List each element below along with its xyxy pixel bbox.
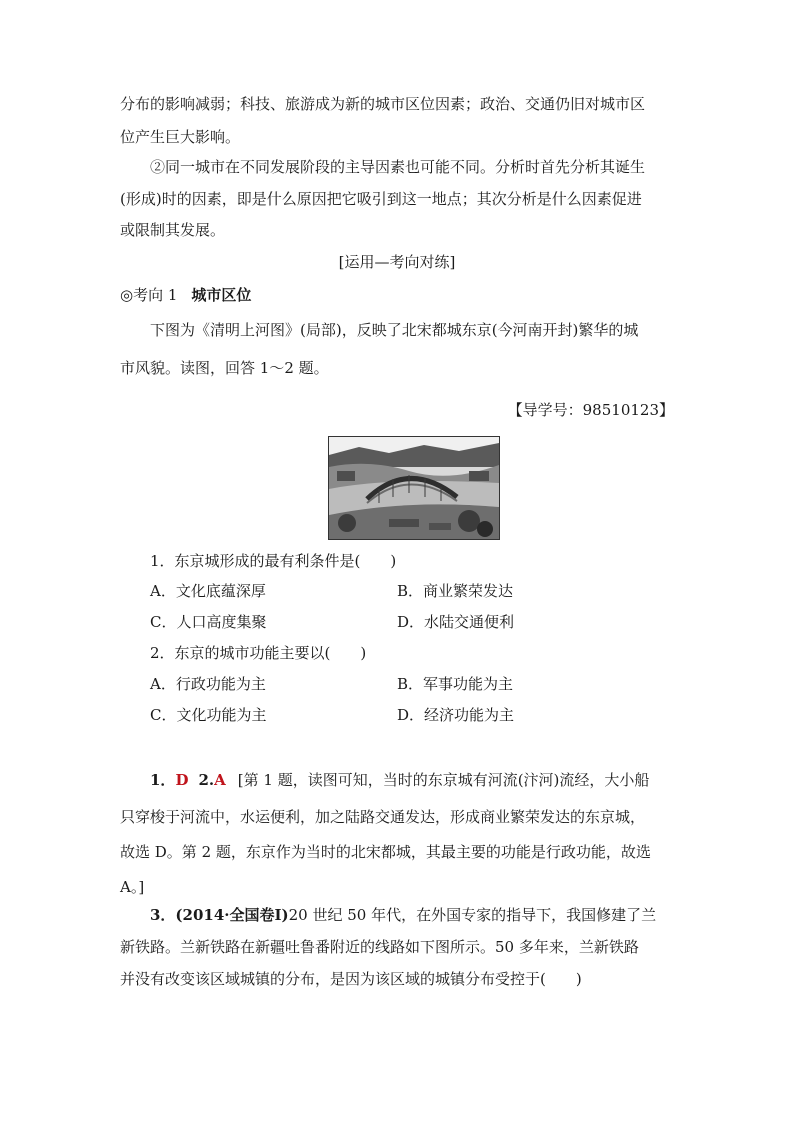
intro-line-3: ②同一城市在不同发展阶段的主导因素也可能不同。分析时首先分析其诞生 xyxy=(150,158,646,176)
q3-line-1 xyxy=(150,905,656,925)
qingming-painting-image xyxy=(328,436,500,540)
section-title: [运用—考向对练] xyxy=(338,253,456,271)
topic-marker: ◎考向 1 xyxy=(120,286,178,304)
answer-number-2: 2. xyxy=(198,771,215,789)
q1-option-b: B．商业繁荣发达 xyxy=(397,582,514,600)
q1-option-a: A．文化底蕴深厚 xyxy=(150,582,266,600)
intro-line-5: 或限制其发展。 xyxy=(120,221,226,239)
q3-source: 3．(2014·全国卷Ⅰ) xyxy=(150,906,289,924)
topic-title: 城市区位 xyxy=(191,286,252,304)
q1-option-c: C．人口高度集聚 xyxy=(150,613,267,631)
q2-stem: 2．东京的城市功能主要以( ) xyxy=(150,644,367,662)
q1-option-d: D．水陆交通便利 xyxy=(397,613,515,631)
q2-option-c: C．文化功能为主 xyxy=(150,706,267,724)
passage-line-1: 下图为《清明上河图》(局部)，反映了北宋都城东京(今河南开封)繁华的城 xyxy=(150,321,639,339)
answer-choice-1: D xyxy=(175,771,189,789)
q3-stem-start: 20 世纪 50 年代，在外国专家的指导下，我国修建了兰 xyxy=(288,906,657,924)
answer-line-4: A。] xyxy=(120,878,145,896)
answer-choice-2: A xyxy=(214,771,226,789)
q3-line-3: 并没有改变该区域城镇的分布，是因为该区域的城镇分布受控于( ) xyxy=(120,970,582,988)
intro-line-1: 分布的影响减弱；科技、旅游成为新的城市区位因素；政治、交通仍旧对城市区 xyxy=(120,95,646,113)
intro-line-4: (形成)时的因素，即是什么原因把它吸引到这一地点；其次分析是什么因素促进 xyxy=(120,190,642,208)
answer-line-3: 故选 D。第 2 题，东京作为当时的北宋都城，其最主要的功能是行政功能，故选 xyxy=(120,843,651,861)
answer-line-2: 只穿梭于河流中，水运便利，加之陆路交通发达，形成商业繁荣发达的东京城， xyxy=(120,808,646,826)
answer-explanation-1: [第 1 题，读图可知，当时的东京城有河流(汴河)流经，大小船 xyxy=(237,771,650,789)
q2-option-a: A．行政功能为主 xyxy=(150,675,266,693)
intro-line-2: 位产生巨大影响。 xyxy=(120,128,241,146)
passage-line-2: 市风貌。读图，回答 1～2 题。 xyxy=(120,359,329,377)
answer-number-1: 1． xyxy=(150,771,176,789)
topic-heading xyxy=(120,285,251,305)
q2-option-d: D．经济功能为主 xyxy=(397,706,515,724)
guide-number: 【导学号：98510123】 xyxy=(507,401,674,419)
q2-option-b: B．军事功能为主 xyxy=(397,675,514,693)
painting-illustration xyxy=(329,437,499,539)
q3-line-2: 新铁路。兰新铁路在新疆吐鲁番附近的线路如下图所示。50 多年来，兰新铁路 xyxy=(120,938,639,956)
q1-stem: 1．东京城形成的最有利条件是( ) xyxy=(150,552,397,570)
answer-line-1 xyxy=(150,770,649,790)
